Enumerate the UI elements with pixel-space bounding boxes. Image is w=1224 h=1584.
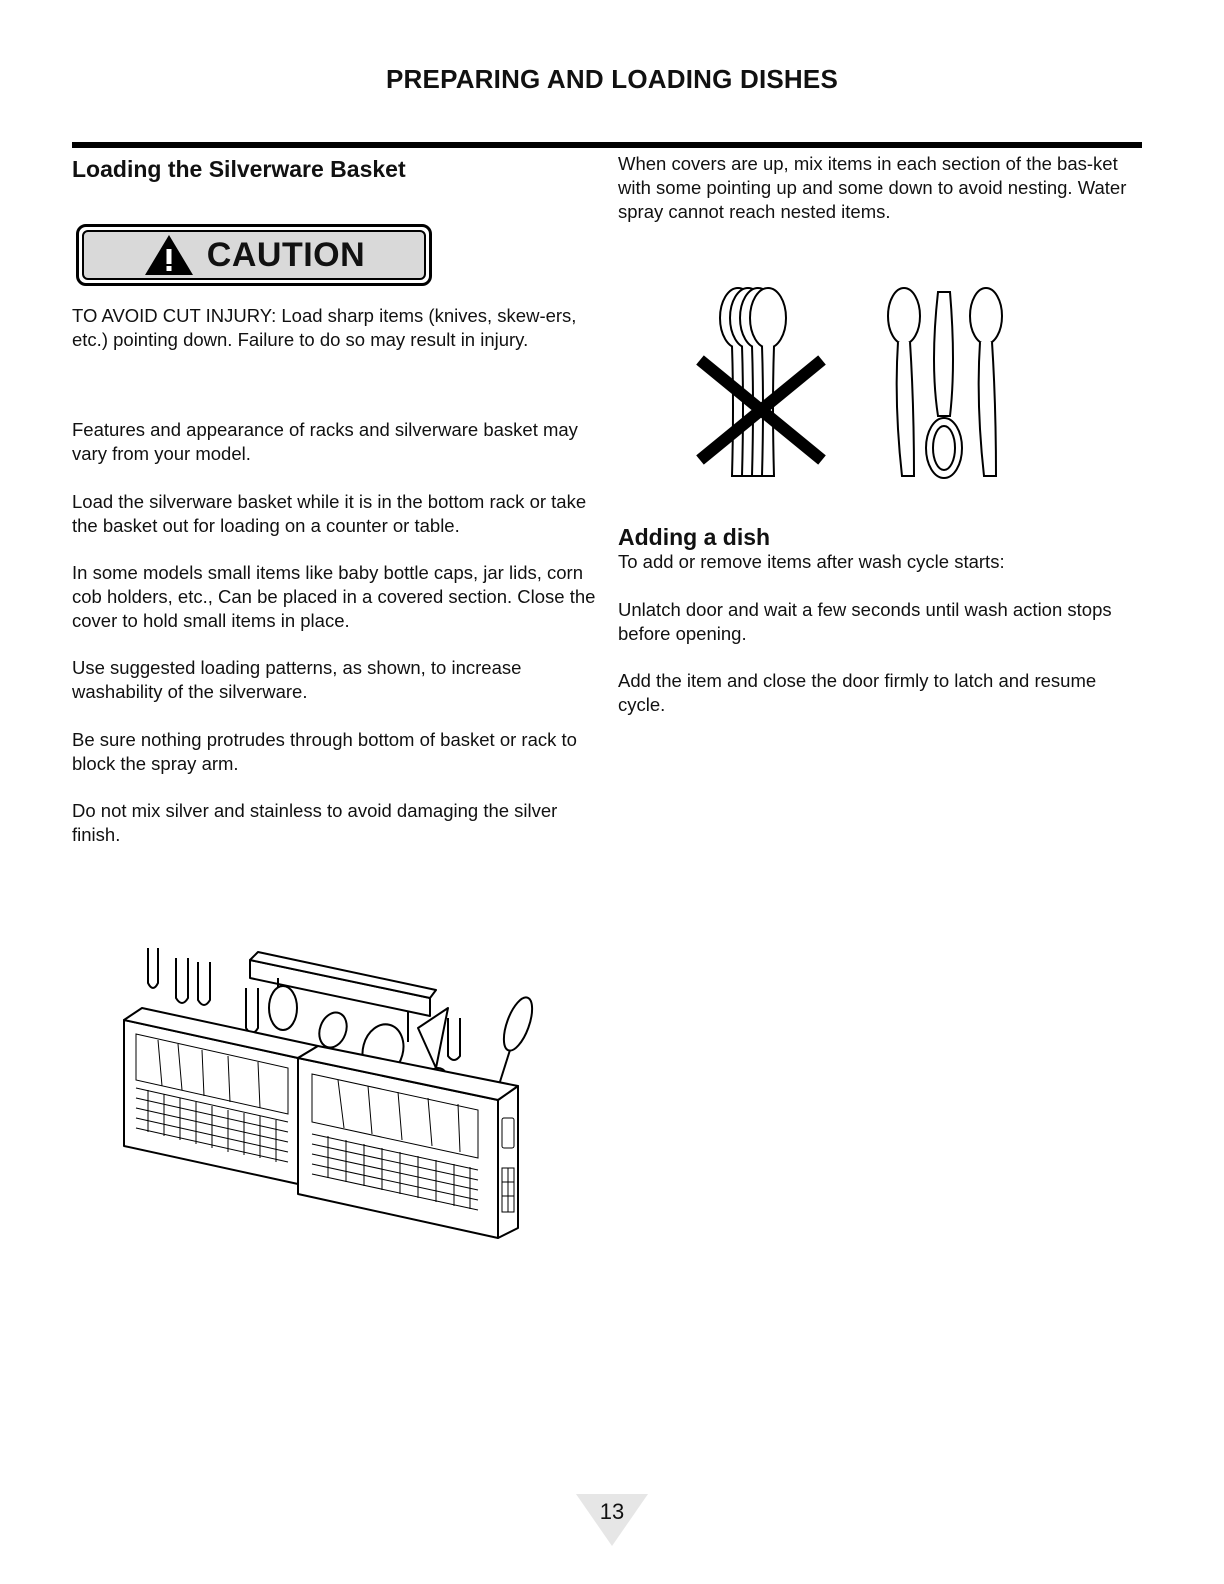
warning-triangle-icon (143, 233, 195, 277)
page-number: 13 (599, 1499, 625, 1524)
section-heading-adding-dish: Adding a dish (618, 524, 771, 550)
paragraph: Unlatch door and wait a few seconds until wash action stops before opening. (618, 599, 1112, 644)
paragraph-intro: When covers are up, mix items in each section of the bas-ket with some pointing up and some down to avoid nesting. Water spray cannot reach nested items. (618, 153, 1127, 222)
left-column (72, 154, 600, 184)
nested-spoons-crossed-icon (694, 284, 829, 482)
silverware-basket-illustration (118, 938, 548, 1250)
caution-text: TO AVOID CUT INJURY: Load sharp items (knives, skew-ers, etc.) pointing down. Failure to do so may result in injury. (72, 305, 577, 350)
paragraph: Be sure nothing protrudes through bottom of basket or rack to block the spray arm. (72, 729, 577, 774)
caution-box (76, 224, 432, 286)
paragraph: Load the silverware basket while it is in the bottom rack or take the basket out for loading on a counter or table. (72, 491, 587, 536)
header-rule (72, 142, 1142, 148)
paragraph: Add the item and close the door firmly to latch and resume cycle. (618, 670, 1097, 715)
paragraph: Do not mix silver and stainless to avoid damaging the silver finish. (72, 800, 558, 845)
page-title: PREPARING AND LOADING DISHES (386, 64, 838, 94)
paragraph: In some models small items like baby bottle caps, jar lids, corn cob holders, etc., Can be placed in a covered section. Close the cover to hold small items in place. (72, 562, 596, 631)
paragraph: Use suggested loading patterns, as shown, to increase washability of the silverware. (72, 657, 522, 702)
caution-label: CAUTION (206, 235, 366, 274)
mixed-spoons-icon (880, 284, 1010, 482)
paragraph: To add or remove items after wash cycle starts: (618, 551, 1005, 572)
paragraph: Features and appearance of racks and silverware basket may vary from your model. (72, 419, 578, 464)
section-heading-silverware: Loading the Silverware Basket (72, 156, 406, 182)
